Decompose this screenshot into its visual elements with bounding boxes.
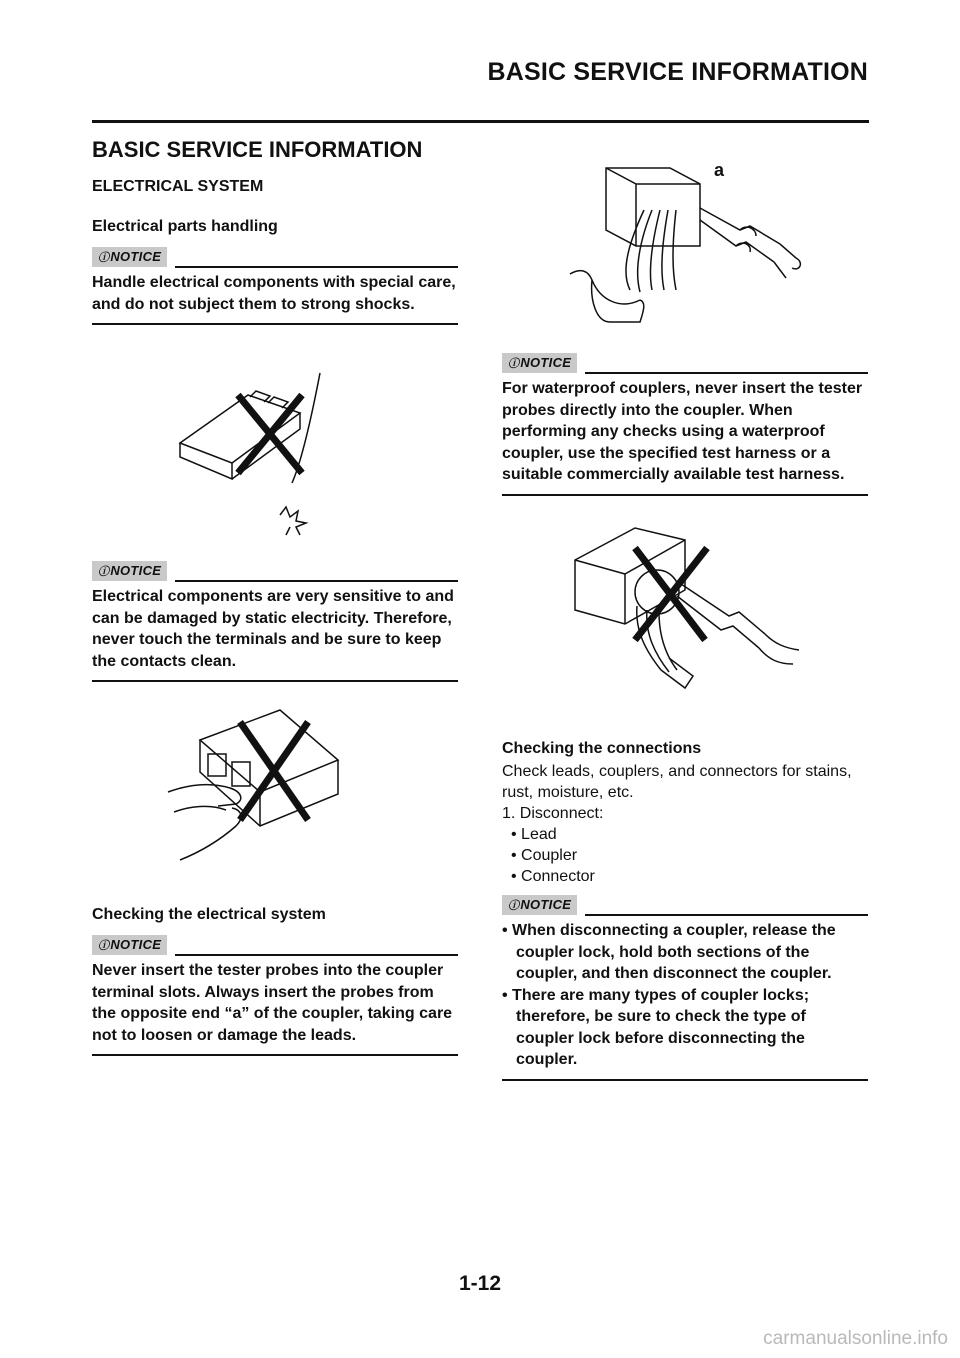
notice-text-2: Electrical components are very sensitive to and can be damaged by static electricity. Therefore, never touch the terminals and be sure to keep the contacts clean. bbox=[92, 586, 458, 682]
notice-text-5 bbox=[502, 920, 868, 1081]
list-item-coupler: • Coupler bbox=[511, 847, 578, 864]
warning-icon: ⓘ bbox=[508, 358, 520, 370]
warning-icon: ⓘ bbox=[98, 940, 110, 952]
notice-box-3 bbox=[92, 934, 458, 1056]
warning-icon: ⓘ bbox=[98, 566, 110, 578]
notice-bullet: • When disconnecting a coupler, release the coupler lock, hold both sections of the coupler, and then disconnect the coupler. bbox=[502, 922, 836, 982]
figure-dropped-component bbox=[170, 365, 350, 540]
running-header: BASIC SERVICE INFORMATION bbox=[487, 58, 868, 86]
figure-coupler-probe-rear bbox=[560, 150, 810, 330]
heading-checking-connections: Checking the connections bbox=[502, 740, 702, 757]
notice-bullet: • There are many types of coupler locks; therefore, be sure to check the type of coupler lock before disconnecting the coupler. bbox=[502, 986, 810, 1068]
notice-box-4 bbox=[502, 352, 868, 496]
notice-label: ⓘNOTICE bbox=[502, 353, 577, 373]
section-title: BASIC SERVICE INFORMATION bbox=[92, 137, 423, 162]
heading-electrical-parts-handling: Electrical parts handling bbox=[92, 218, 278, 235]
notice-label: ⓘNOTICE bbox=[92, 561, 167, 581]
figure-touching-terminals bbox=[160, 700, 340, 870]
list-item-connector: • Connector bbox=[511, 868, 595, 885]
notice-box-2 bbox=[92, 560, 458, 682]
list-item-lead: • Lead bbox=[511, 826, 557, 843]
warning-icon: ⓘ bbox=[98, 252, 110, 264]
header-rule bbox=[92, 120, 869, 123]
step-disconnect: 1. Disconnect: bbox=[502, 805, 604, 822]
section-subtitle: ELECTRICAL SYSTEM bbox=[92, 178, 264, 195]
notice-label: ⓘNOTICE bbox=[92, 247, 167, 267]
notice-label: ⓘNOTICE bbox=[92, 935, 167, 955]
notice-label: ⓘNOTICE bbox=[502, 895, 577, 915]
figure-waterproof-coupler bbox=[565, 520, 810, 700]
figure-label-a: a bbox=[714, 160, 725, 180]
notice-box-1 bbox=[92, 246, 458, 325]
site-watermark[interactable]: carmanualsonline.info bbox=[763, 1328, 948, 1349]
connections-intro: Check leads, couplers, and connectors for stains, rust, moisture, etc. bbox=[502, 763, 852, 801]
notice-text-1: Handle electrical components with special care, and do not subject them to strong shocks. bbox=[92, 272, 458, 325]
notice-box-5 bbox=[502, 894, 868, 1081]
warning-icon: ⓘ bbox=[508, 900, 520, 912]
notice-text-3: Never insert the tester probes into the coupler terminal slots. Always insert the probes from the opposite end “a” of the coupler, taking care not to loosen or damage the leads. bbox=[92, 960, 458, 1056]
page-number: 1-12 bbox=[458, 1272, 502, 1295]
heading-checking-electrical-system: Checking the electrical system bbox=[92, 906, 326, 923]
notice-text-4: For waterproof couplers, never insert the tester probes directly into the coupler. When performing any checks using a waterproof coupler, use the specified test harness or a suitable commercially available test harness. bbox=[502, 378, 868, 496]
